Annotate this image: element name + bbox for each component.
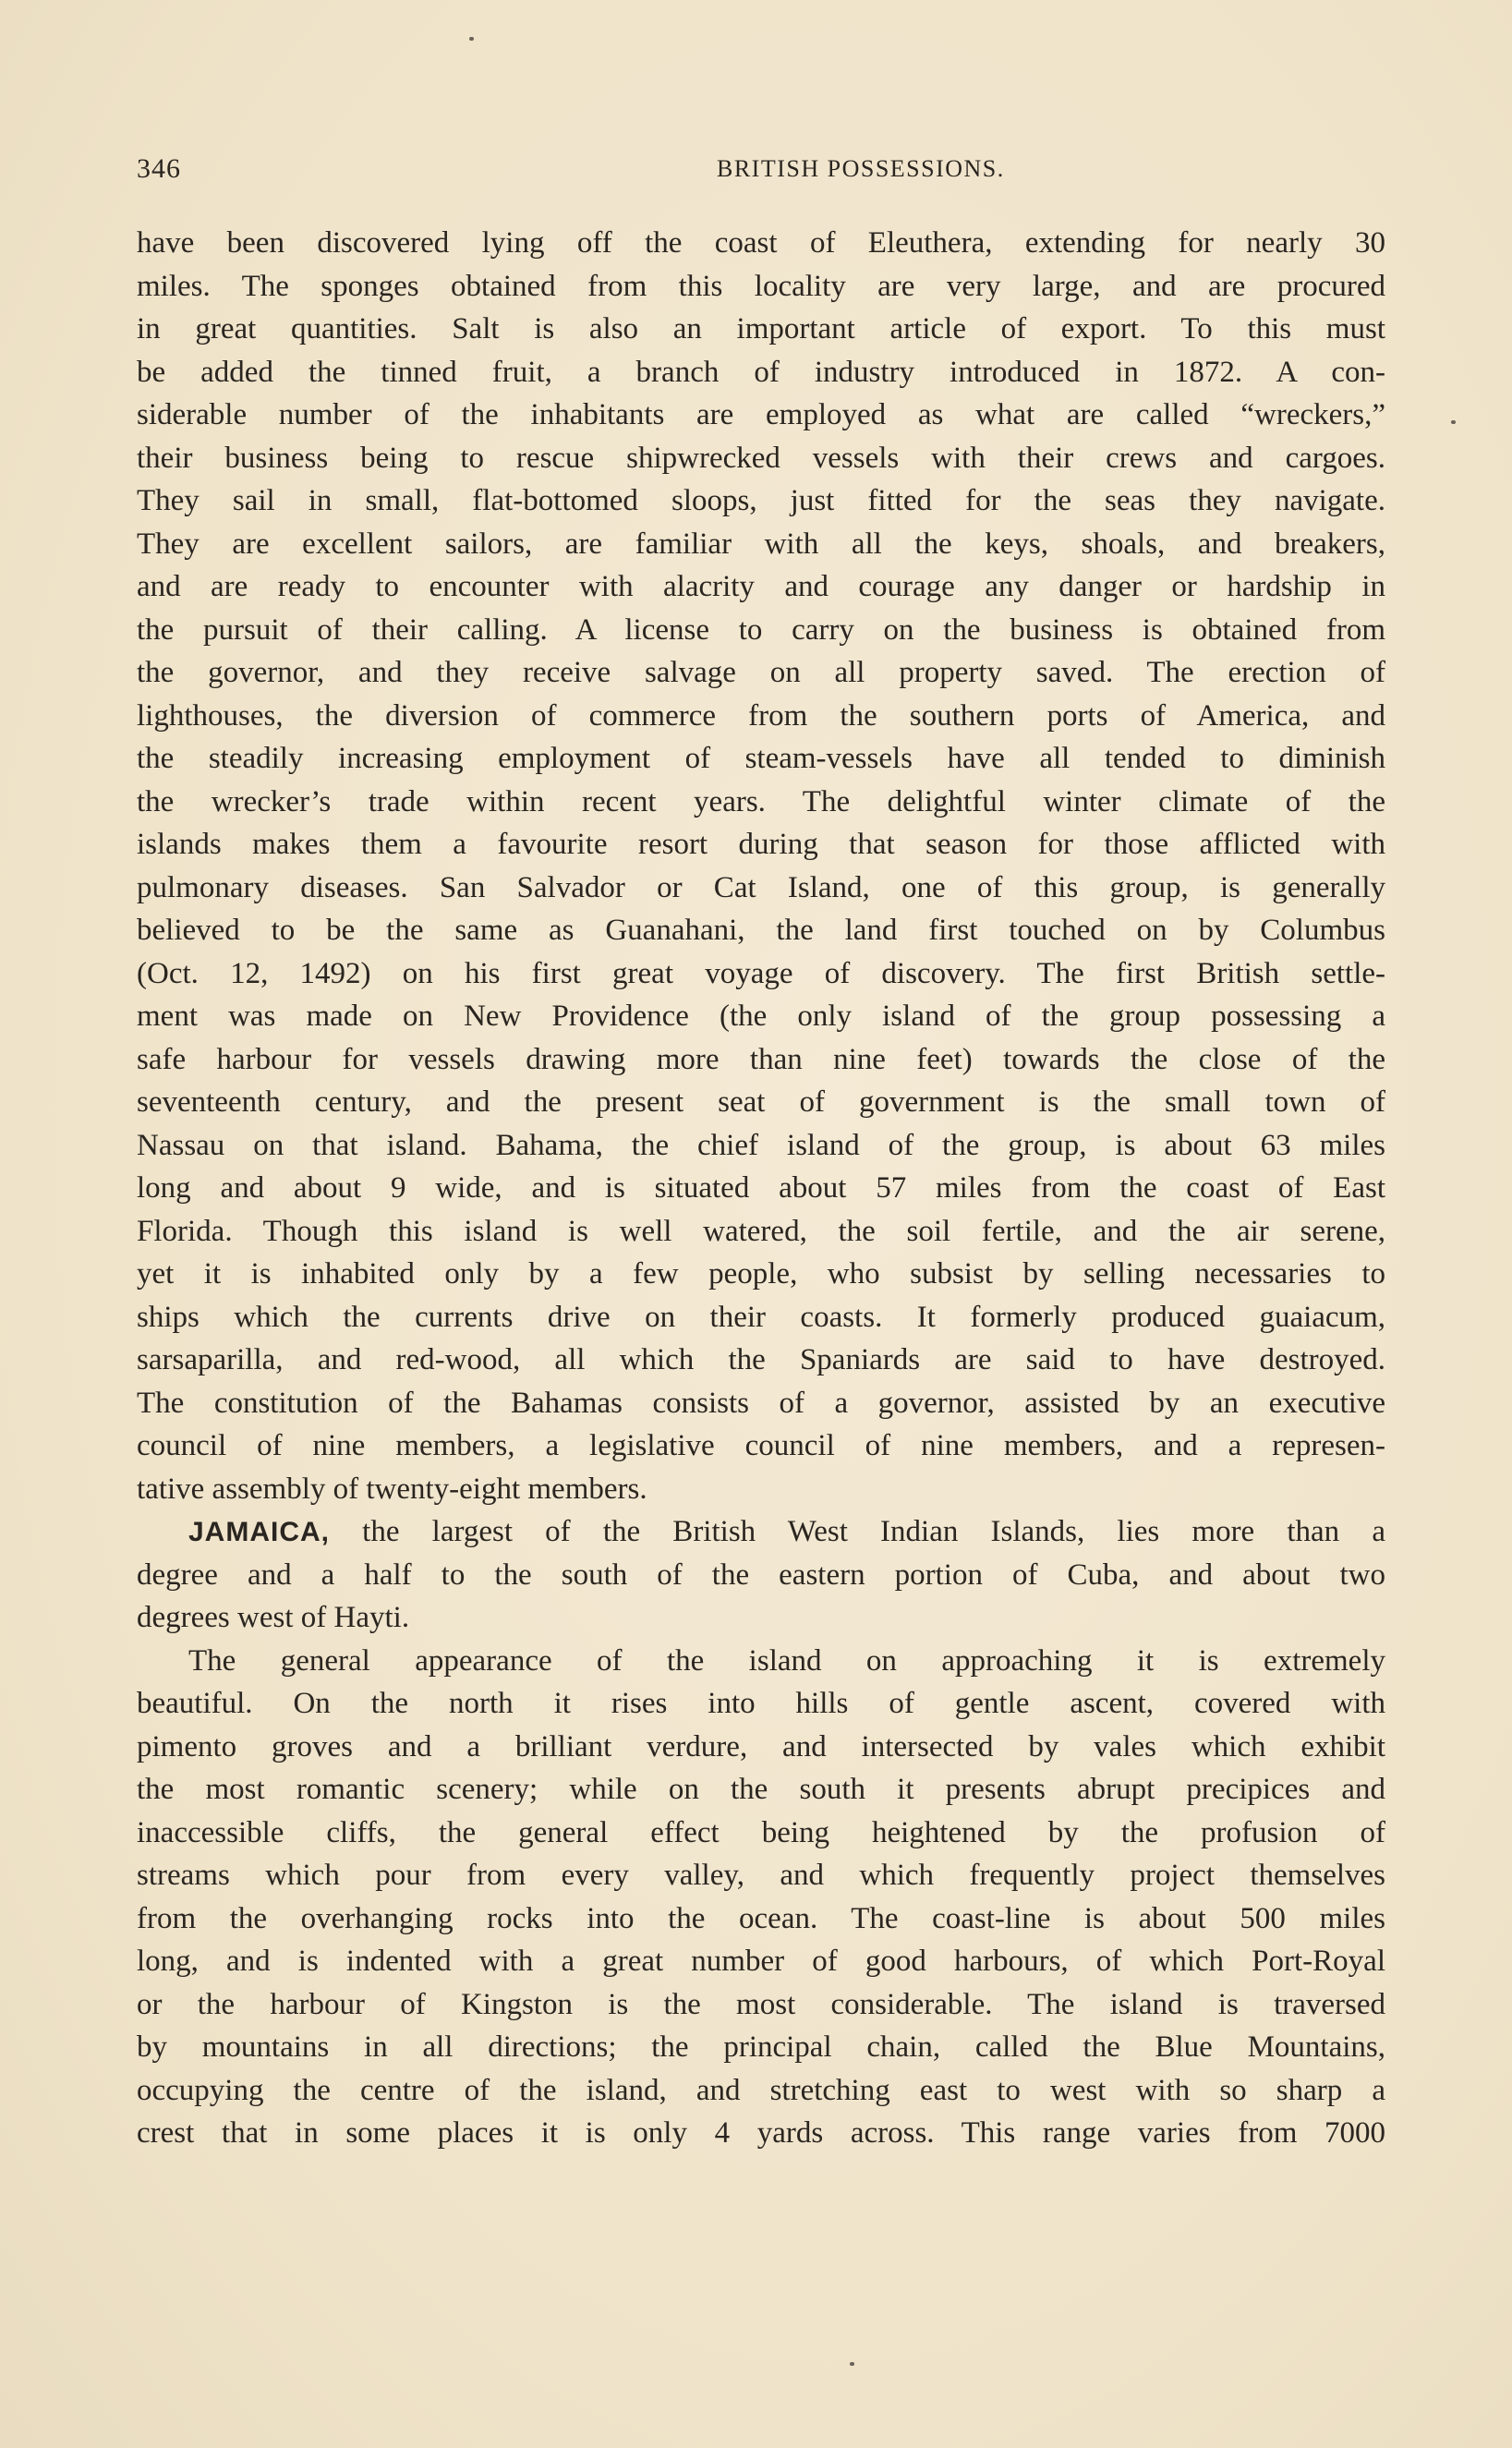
text-line: by mountains in all directions; the principal chain, called the Blue Mountains,	[137, 2030, 1385, 2064]
print-speck	[850, 2362, 854, 2366]
text-line: degree and a half to the south of the eastern portion of Cuba, and about two	[137, 1557, 1385, 1592]
text-line: ment was made on New Providence (the only island of the group possessing a	[137, 1000, 1385, 1033]
text-line: the steadily increasing employment of steam-vessels have all tended to diminish	[137, 742, 1385, 775]
text-line: from the overhanging rocks into the ocean. The coast-line is about 500 miles	[137, 1901, 1385, 1935]
page-header	[137, 153, 1384, 190]
text-line: be added the tinned fruit, a branch of industry introduced in 1872. A con-	[137, 355, 1385, 389]
text-line: miles. The sponges obtained from this locality are very large, and are procured	[137, 269, 1385, 303]
text-line: long, and is indented with a great number of good harbours, of which Port-Royal	[137, 1945, 1385, 1978]
text-line: long and about 9 wide, and is situated about 57 miles from the coast of East	[137, 1171, 1385, 1205]
text-line: have been discovered lying off the coast of Eleuthera, extending for nearly 30	[137, 226, 1385, 260]
page-number: 346	[137, 153, 181, 184]
jamaica-line-rest: the largest of the British West Indian Islands, lies more than a	[330, 1515, 1385, 1548]
text-line: and are ready to encounter with alacrity and courage any danger or hardship in	[137, 570, 1385, 603]
text-line: islands makes them a favourite resort during that season for those afflicted with	[137, 828, 1385, 861]
text-line: (Oct. 12, 1492) on his first great voyage of discovery. The first British settle-	[137, 956, 1385, 990]
text-line: siderable number of the inhabitants are employed as what are called “wreckers,”	[137, 398, 1385, 431]
text-line: the wrecker’s trade within recent years. The delightful winter climate of the	[137, 784, 1385, 818]
text-line: seventeenth century, and the present seat of government is the small town of	[137, 1085, 1385, 1119]
text-line: The general appearance of the island on approaching it is extremely	[188, 1643, 1385, 1678]
text-line: crest that in some places it is only 4 yards across. This range varies from 7000	[137, 2116, 1385, 2150]
text-line: Nassau on that island. Bahama, the chief island of the group, is about 63 miles	[137, 1128, 1385, 1162]
print-speck	[469, 37, 474, 41]
text-line: the governor, and they receive salvage on all property saved. The erection of	[137, 656, 1385, 689]
running-head: BRITISH POSSESSIONS.	[717, 155, 1005, 182]
text-line: pulmonary diseases. San Salvador or Cat Island, one of this group, is generally	[137, 870, 1385, 904]
text-line: Florida. Though this island is well watered, the soil fertile, and the air serene,	[137, 1214, 1385, 1248]
text-line: ships which the currents drive on their coasts. It formerly produced guaiacum,	[137, 1300, 1385, 1334]
jamaica-heading: JAMAICA,	[188, 1517, 331, 1547]
body-text	[137, 222, 1385, 2155]
text-line: occupying the centre of the island, and stretching east to west with so sharp a	[137, 2073, 1385, 2107]
text-line: the pursuit of their calling. A license to carry on the business is obtained from	[137, 612, 1385, 647]
text-line: sarsaparilla, and red-wood, all which the Spaniards are said to have destroyed.	[137, 1343, 1385, 1376]
text-line: council of nine members, a legislative council of nine members, and a represen-	[137, 1429, 1385, 1462]
text-line: beautiful. On the north it rises into hills of gentle ascent, covered with	[137, 1687, 1385, 1720]
text-line: safe harbour for vessels drawing more than nine feet) towards the close of the	[137, 1042, 1385, 1076]
text-line: pimento groves and a brilliant verdure, and intersected by vales which exhibit	[137, 1729, 1385, 1763]
text-line: streams which pour from every valley, and which frequently project themselves	[137, 1859, 1385, 1892]
print-speck	[1451, 420, 1456, 424]
text-line: lighthouses, the diversion of commerce from the southern ports of America, and	[137, 698, 1385, 733]
text-line: yet it is inhabited only by a few people, who subsist by selling necessaries to	[137, 1257, 1385, 1291]
text-line: degrees west of Hayti.	[137, 1601, 410, 1634]
text-line: They sail in small, flat-bottomed sloops, just fitted for the seas they navigate.	[137, 484, 1385, 517]
text-line: or the harbour of Kingston is the most considerable. The island is traversed	[137, 1987, 1385, 2021]
text-line: They are excellent sailors, are familiar with all the keys, shoals, and breakers,	[137, 527, 1385, 561]
text-line: believed to be the same as Guanahani, the land first touched on by Columbus	[137, 914, 1385, 947]
text-line: their business being to rescue shipwrecked vessels with their crews and cargoes.	[137, 441, 1385, 475]
text-line: The constitution of the Bahamas consists of a governor, assisted by an executive	[137, 1386, 1385, 1420]
jamaica-first-line	[137, 1510, 1385, 1554]
text-line: tative assembly of twenty-eight members.	[137, 1472, 647, 1506]
text-line: the most romantic scenery; while on the south it presents abrupt precipices and	[137, 1773, 1385, 1806]
text-line: in great quantities. Salt is also an important article of export. To this must	[137, 312, 1385, 345]
text-line: inaccessible cliffs, the general effect being heightened by the profusion of	[137, 1815, 1385, 1849]
